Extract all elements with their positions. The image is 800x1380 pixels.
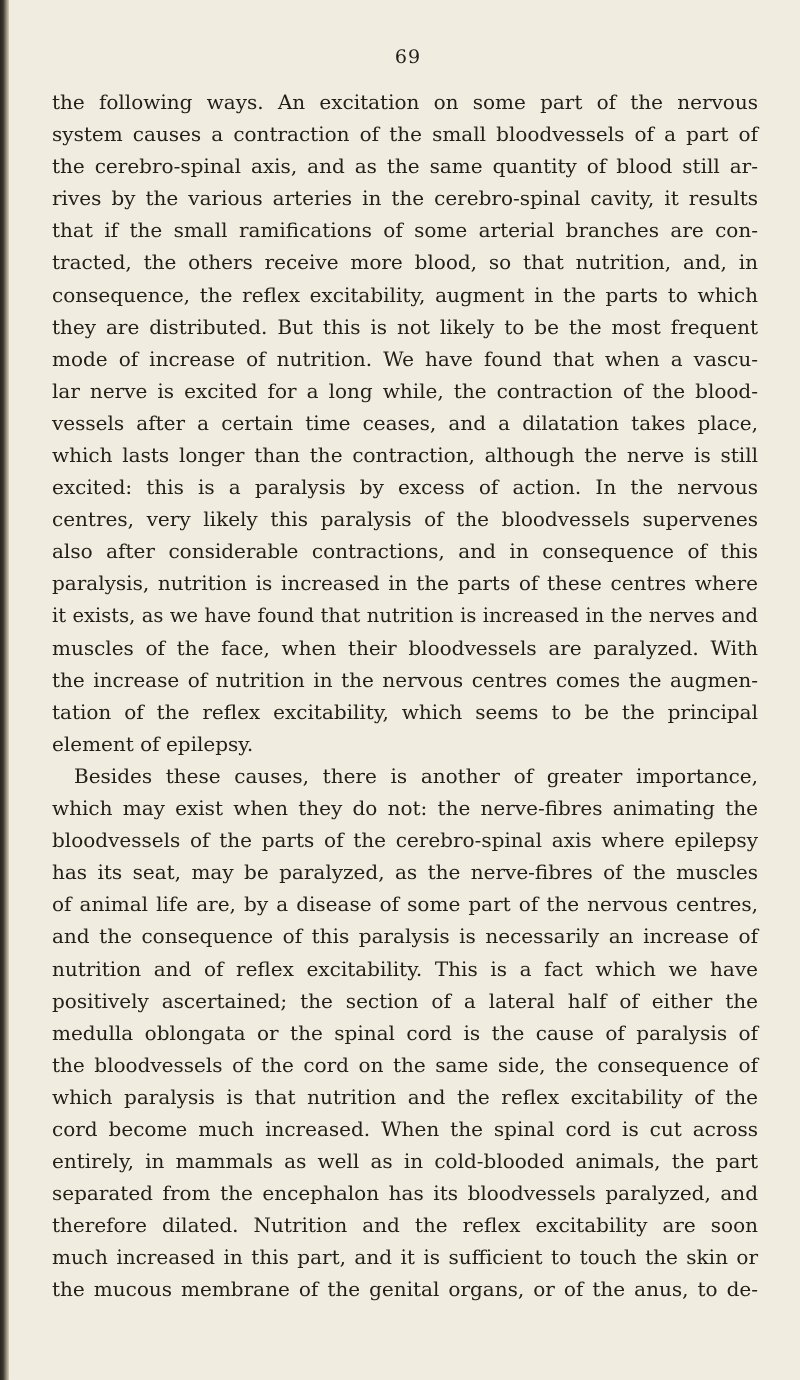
- text-line: it exists, as we have found that nutrition is increased in the nerves and: [52, 603, 758, 627]
- text-line: consequence, the reflex excitability, augment in the parts to which: [52, 282, 758, 307]
- text-line: which lasts longer than the contraction, although the nerve is still: [52, 443, 758, 468]
- text-line: system causes a contraction of the small bloodvessels of a part of: [52, 122, 758, 147]
- paragraph-start-line: Besides these causes, there is another of greater importance,: [74, 763, 758, 788]
- paragraph-end-line: element of epilepsy.: [52, 731, 254, 756]
- text-line: the following ways. An excitation on some part of the nervous: [52, 90, 758, 114]
- text-line: the mucous membrane of the genital organs, or of the anus, to de-: [52, 1277, 758, 1302]
- text-line: entirely, in mammals as well as in cold-blooded animals, the part: [52, 1149, 758, 1174]
- text-line: vessels after a certain time ceases, and a dilatation takes place,: [52, 410, 758, 435]
- text-line: much increased in this part, and it is sufficient to touch the skin or: [52, 1245, 758, 1270]
- text-line: they are distributed. But this is not likely to be the most frequent: [52, 314, 758, 339]
- page-number: 69: [394, 46, 422, 68]
- text-line: the increase of nutrition in the nervous centres comes the augmen-: [52, 667, 758, 692]
- text-line: the cerebro-spinal axis, and as the same quantity of blood still ar-: [52, 154, 758, 179]
- text-line: separated from the encephalon has its bloodvessels paralyzed, and: [52, 1181, 758, 1206]
- text-line: mode of increase of nutrition. We have found that when a vascu-: [52, 346, 758, 371]
- text-line: tracted, the others receive more blood, so that nutrition, and, in: [52, 250, 758, 275]
- text-line: which may exist when they do not: the nerve-fibres animating the: [52, 796, 758, 821]
- text-line: has its seat, may be paralyzed, as the nerve-fibres of the muscles: [52, 860, 758, 885]
- text-line: muscles of the face, when their bloodvessels are paralyzed. With: [52, 635, 758, 660]
- body-text: [52, 86, 758, 1306]
- text-line: and the consequence of this paralysis is necessarily an increase of: [52, 924, 758, 949]
- text-line: rives by the various arteries in the cerebro-spinal cavity, it results: [52, 186, 758, 211]
- text-line: which paralysis is that nutrition and the reflex excitability of the: [52, 1084, 758, 1109]
- text-line: paralysis, nutrition is increased in the parts of these centres where: [52, 571, 758, 596]
- text-line: cord become much increased. When the spinal cord is cut across: [52, 1117, 758, 1141]
- text-line: medulla oblongata or the spinal cord is the cause of paralysis of: [52, 1020, 758, 1045]
- text-line: centres, very likely this paralysis of the bloodvessels supervenes: [52, 507, 758, 532]
- text-line: of animal life are, by a disease of some part of the nervous centres,: [52, 892, 758, 917]
- text-line: therefore dilated. Nutrition and the reflex excitability are soon: [52, 1213, 758, 1238]
- text-line: tation of the reflex excitability, which seems to be the principal: [52, 699, 758, 724]
- text-line: the bloodvessels of the cord on the same side, the consequence of: [52, 1052, 758, 1077]
- text-line: bloodvessels of the parts of the cerebro-spinal axis where epilepsy: [52, 828, 758, 853]
- text-line: positively ascertained; the section of a lateral half of either the: [52, 988, 758, 1013]
- text-line: excited: this is a paralysis by excess of action. In the nervous: [52, 475, 758, 500]
- text-line: that if the small ramifications of some arterial branches are con-: [52, 218, 758, 243]
- text-line: lar nerve is excited for a long while, the contraction of the blood-: [52, 378, 758, 403]
- text-line: nutrition and of reflex excitability. This is a fact which we have: [52, 956, 758, 981]
- text-line: also after considerable contractions, and in consequence of this: [52, 539, 758, 564]
